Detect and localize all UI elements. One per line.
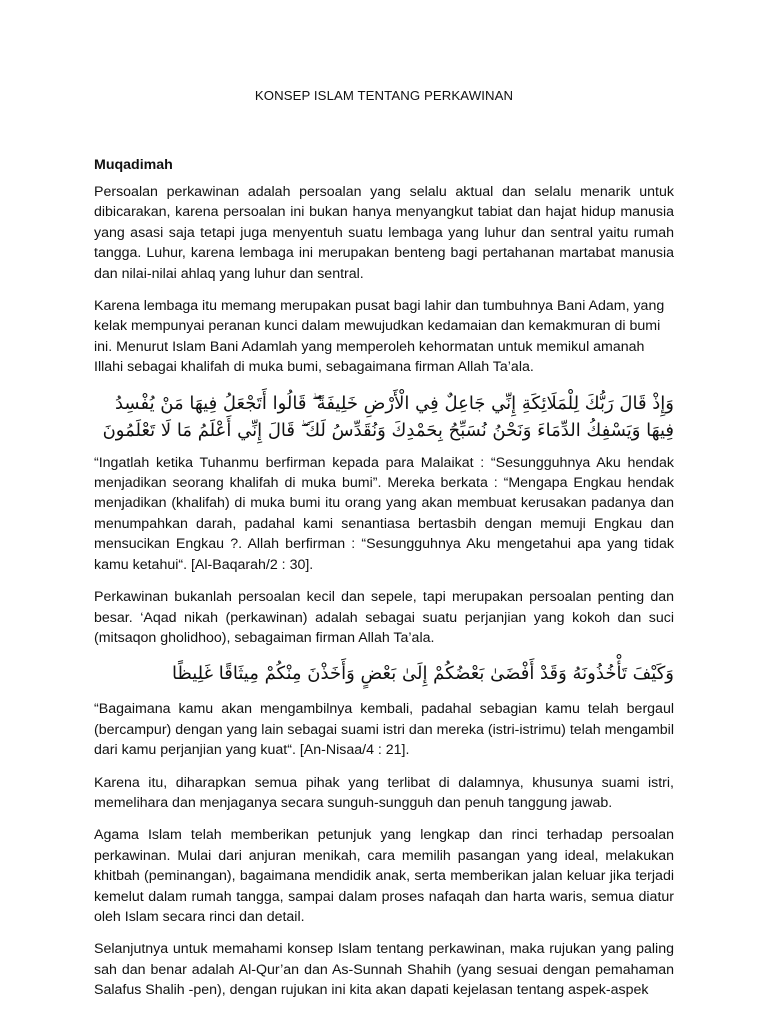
paragraph-5: “Bagaimana kamu akan mengambilnya kembali, padahal sebagian kamu telah bergaul (bercampur) dengan yang lain sebagai suami istri dan mereka (istri-istrimu) telah mengambil dari kamu perjanjian yang kuat“. [An-Nisaa/4 : 21]. [94, 701, 674, 759]
paragraph-8: Selanjutnya untuk memahami konsep Islam tentang perkawinan, maka rujukan yang paling sah dan benar adalah Al-Qur’an dan As-Sunnah Shahih (yang sesuai dengan pemahaman Salafus Shalih -pen), dengan rujukan ini kita akan dapati kejelasan tentang aspek-aspek [94, 941, 674, 999]
paragraph-4: Perkawinan bukanlah persoalan kecil dan sepele, tapi merupakan persoalan penting dan besar. ‘Aqad nikah (perkawinan) adalah sebagai suatu perjanjian yang kokoh dan suci (mitsaqon gholidhoo), sebagaiman firman Allah Ta’ala. [94, 589, 674, 646]
document-title: KONSEP ISLAM TENTANG PERKAWINAN [254, 88, 514, 103]
paragraph-2: Karena lembaga itu memang merupakan pusat bagi lahir dan tumbuhnya Bani Adam, yang kelak mempunyai peranan kunci dalam mewujudkan kedamaian dan kemakmuran di bumi ini. Menurut Islam Bani Adamlah yang memperoleh kehormatan untuk memikul amanah Illahi sebagai khalifah di muka bumi, sebagaimana firman Allah Ta’ala. [94, 298, 665, 376]
arabic-verse-baqarah: وَإِذْ قَالَ رَبُّكَ لِلْمَلَائِكَةِ إِنِّي جَاعِلٌ فِي الْأَرْضِ خَلِيفَةً ۖ قَالُوا أَتَجْعَلُ فِيهَا مَنْ يُفْسِدُ فِيهَا وَيَسْفِكُ الدِّمَاءَ وَنَحْنُ نُسَبِّحُ بِحَمْدِكَ وَنُقَدِّسُ لَكَ ۖ قَالَ إِنِّي أَعْلَمُ مَا لَا تَعْلَمُونَ [102, 392, 674, 441]
paragraph-6: Karena itu, diharapkan semua pihak yang terlibat di dalamnya, khusunya suami istri, memelihara dan menjaganya secara sunguh-sungguh dan penuh tanggung jawab. [94, 774, 674, 811]
paragraph-7: Agama Islam telah memberikan petunjuk yang lengkap dan rinci terhadap persoalan perkawinan. Mulai dari anjuran menikah, cara memilih pasangan yang ideal, melakukan khitbah (peminangan), bagaimana mendidik anak, serta memberikan jalan keluar jika terjadi kemelut dalam rumah tangga, sampai dalam proses nafaqah dan harta waris, semua diatur oleh Islam secara rinci dan detail. [94, 827, 674, 925]
paragraph-1: Persoalan perkawinan adalah persoalan yang selalu aktual dan selalu menarik untuk dibicarakan, karena persoalan ini bukan hanya menyangkut tabiat dan hajat hidup manusia yang asasi saja tetapi juga menyentuh suatu lembaga yang luhur dan sentral yaitu rumah tangga. Luhur, karena lembaga ini merupakan benteng bagi pertahanan martabat manusia dan nilai-nilai ahlaq yang luhur dan sentral. [94, 184, 674, 282]
arabic-verse-nisaa: وَكَيْفَ تَأْخُذُونَهُ وَقَدْ أَفْضَىٰ بَعْضُكُمْ إِلَىٰ بَعْضٍ وَأَخَذْنَ مِنْكُمْ مِيثَاقًا غَلِيظًا [172, 663, 674, 685]
paragraph-3: “Ingatlah ketika Tuhanmu berfirman kepada para Malaikat : “Sesungguhnya Aku hendak menjadikan seorang khalifah di muka bumi”. Mereka berkata : “Mengapa Engkau hendak menjadikan (khalifah) di muka bumi itu orang yang akan membuat kerusakan padanya dan menumpahkan darah, padahal kami senantiasa bertasbih dengan memuji Engkau dan mensucikan Engkau ?. Allah berfirman : “Sesungguhnya Aku mengetahui apa yang tidak kamu ketahui“. [Al-Baqarah/2 : 30]. [94, 454, 674, 573]
section-heading: Muqadimah [94, 157, 173, 173]
